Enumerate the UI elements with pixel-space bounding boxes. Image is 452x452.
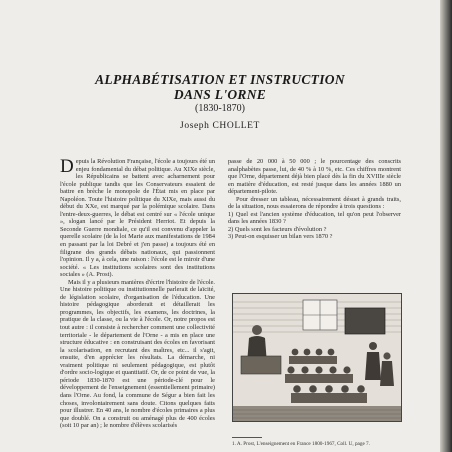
- drop-cap: D: [60, 158, 74, 177]
- footnote-rule: [232, 437, 262, 438]
- left-text-column: [60, 158, 215, 452]
- classroom-engraving-illustration: [232, 293, 402, 422]
- right-text-column: [228, 158, 401, 298]
- question-3: 3) Peut-on esquisser un bilan vers 1870 ?: [228, 233, 333, 241]
- article-dates: (1830-1870): [195, 103, 245, 114]
- article-title-line1: ALPHABÉTISATION ET INSTRUCTION: [95, 72, 345, 87]
- article-title-line2: DANS L'ORNE: [173, 87, 267, 102]
- book-gutter: [440, 0, 452, 452]
- intro-paragraph-text: epuis la Révolution Française, l'école a toujours été un enjeu fondamental du débat politique. Au XIXe siècle, les Républicains se battent avec acharnement pour l'école publique tandis que les Conservateurs essaient de battre en brèche le monopole de l'État mis en place par Napoléon. Toute l'histoire politique du XIXe, mais aussi du début du XXe, est marqué par la polémique scolaire. Dans l'entre-deux-guerres, le débat est centré sur « l'école unique », slogan lancé par le Président Herriot. Et depuis la Seconde Guerre mondiale, ce qu'il est convenu d'appeler la querelle scolaire (de la loi Marie aux manifestations de 1984 en passant par la loi Debré et j'en passe) a toujours été en filigrane des grands débats nationaux, qui passionnent l'opinion. Il y a, à cela, une raison : l'école est le miroir d'une société. « Les institutions scolaires sont des institutions sociales » (A. Prost).: [60, 158, 215, 279]
- intro-paragraph: [60, 158, 215, 279]
- question-2: 2) Quels sont les facteurs d'évolution ?: [228, 225, 327, 233]
- article-author: Joseph CHOLLET: [180, 121, 260, 131]
- question-1: 1) Quel est l'ancien système d'éducation, tel qu'on peut l'observer dans les années 1830 ?: [228, 210, 401, 226]
- right-paragraph-2: Pour dresser un tableau, nécessairement désuet à grands traits, de la situation, nous essaierons de répondre à trois questions :: [228, 195, 401, 211]
- footnote: 1. A. Prost, L'enseignement en France 1800-1967, Coll. U, page 7.: [232, 441, 370, 447]
- engraving-drawing: [233, 294, 401, 421]
- second-paragraph: Mais il y a plusieurs manières d'écrire l'histoire de l'école. Une histoire politique ou institutionnelle parlerait de laïcité, de législation scolaire, d'organisation de l'éducation. Une histoire pédagogique aborderait et détaillerait les programmes, les objectifs, les examens, les doctrines, la pratique de la classe, ou la vie à l'école. Or, notre propos est tout autre : il consiste à rechercher comment une collectivité territoriale - le département de l'Orne - a mis en place une structure éducative : en construisant des écoles en favorisant la scolarisation, en recrutant des maîtres, etc... il s'agit, ensuite, d'en apprécier les résultats. La démarche, ni vraiment politique ni seulement pédagogique, est plutôt d'ordre socio-logique et quantitatif. Or, de ce point de vue, la période 1830-1870 est une période-clé pour le développement de l'enseignement (essentiellement primaire) dans l'Orne. Au fond, la commune de Ségur a bien fait les choses, involontairement sans doute. Citons quelques faits pour illustrer. En 40 ans, le nombre d'écoles primaires a plus que doublé. On a construit ou aménagé plus de 400 écoles (soit 10 par an) ; le nombre d'élèves scolarisés: [60, 278, 215, 430]
- right-paragraph-1: passe de 20 000 à 50 000 ; le pourcentage des conscrits analphabètes passe, lui, de 40 % à 10 %, etc. Ces chiffres montrent que l'Orne, département déjà bien placé dès la fin du XVIIIe siècle en matière d'éducation, est resté jusque dans les années 1880 un département-pilote.: [228, 158, 401, 196]
